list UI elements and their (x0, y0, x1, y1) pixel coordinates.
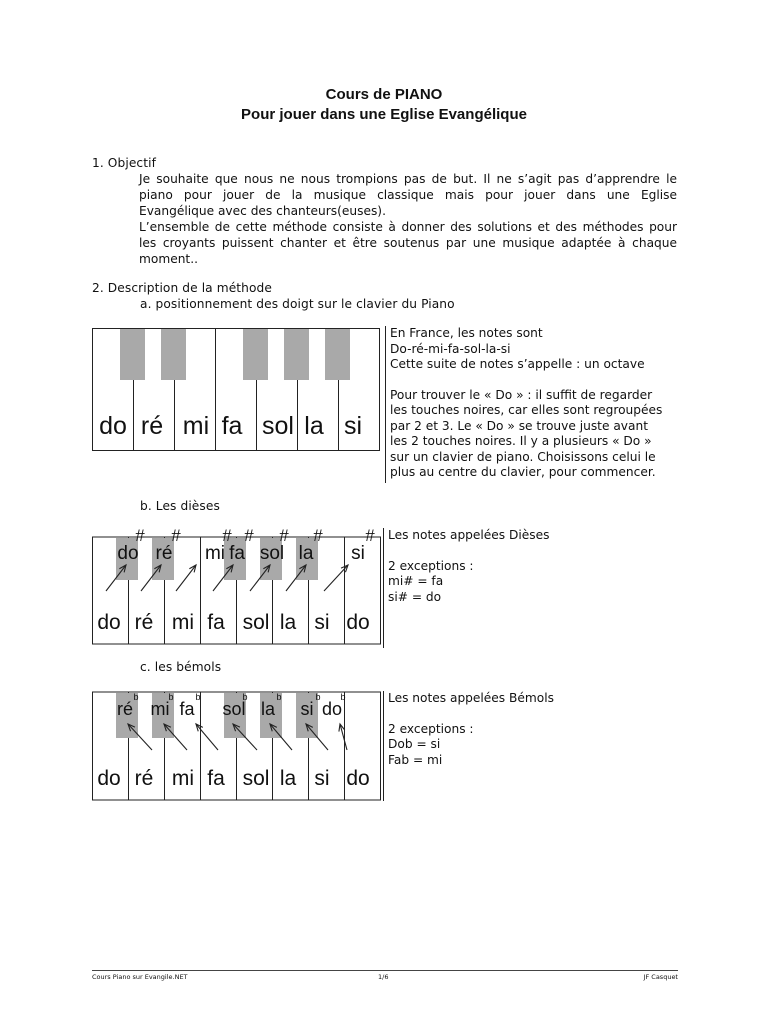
panel-line: les touches noires, car elles sont regroupées (390, 403, 663, 417)
key-label-do: do (346, 611, 370, 634)
section1-heading: 1. Objectif (92, 156, 156, 170)
doc-title-line1: Cours de PIANO (325, 86, 443, 103)
sharp-symbol: # (244, 526, 254, 545)
sharp-symbol: # (171, 526, 181, 545)
panel-line: Cette suite de notes s’appelle : un octave (390, 357, 645, 371)
keyboard-a (92, 328, 384, 452)
sharp-label-sol: sol (259, 543, 285, 564)
sharp-symbol: # (135, 526, 145, 545)
key-label-la: la (279, 767, 297, 790)
black-key-4 (325, 329, 350, 380)
footer-page-number: 1/6 (378, 973, 389, 981)
keyboard-sharps (92, 525, 380, 645)
flat-symbol: b (340, 692, 346, 702)
flat-label-fa: fa (179, 699, 195, 719)
panel-line: 2 exceptions : (388, 558, 474, 573)
black-key-2 (243, 329, 268, 380)
panel-line: 2 exceptions : (388, 721, 474, 736)
key-label-ré: ré (134, 611, 154, 634)
panel-line (388, 544, 550, 559)
subsection-a-heading: a. positionnement des doigt sur le clavier du Piano (140, 297, 455, 311)
keyboard-a-explanation (385, 326, 662, 483)
keyboard-sharps-explanation (383, 528, 550, 648)
flat-symbol: b (276, 692, 282, 702)
sharp-label-ré: ré (155, 543, 173, 564)
flat-label-sol: sol (222, 699, 246, 719)
key-label-sol: sol (242, 611, 270, 634)
key-label-do: do (346, 767, 370, 790)
sharp-label-si: si (351, 543, 365, 564)
sharp-label-la: la (298, 543, 314, 564)
section1-line: L’ensemble de cette méthode consiste à donner des solutions et des méthodes pour (139, 220, 677, 234)
subsection-c-heading: c. les bémols (140, 660, 222, 674)
sharp-symbol: # (279, 526, 289, 545)
key-label-fa: fa (207, 611, 225, 634)
footer-left: Cours Piano sur Evangile.NET (92, 973, 188, 981)
key-label-do: do (99, 412, 127, 440)
panel-line: sur un clavier de piano. Choisissons celui le (390, 449, 656, 464)
black-key-3 (284, 329, 309, 380)
key-label-si: si (314, 611, 330, 634)
sharp-symbol: # (313, 526, 323, 545)
panel-line: Pour trouver le « Do » : il suffit de regarder (390, 387, 653, 402)
flat-symbol: b (168, 692, 174, 702)
key-label-fa: fa (207, 767, 225, 790)
key-label-mi: mi (171, 767, 195, 790)
key-label-mi: mi (182, 412, 210, 440)
sharp-label-do: do (117, 543, 139, 564)
key-label-do: do (97, 611, 121, 634)
doc-title-line2: Pour jouer dans une Eglise Evangélique (241, 106, 527, 123)
flat-label-si: si (300, 699, 314, 719)
sharp-label-fa: fa (229, 543, 245, 564)
panel-line: Dob = si (388, 737, 441, 751)
section1-line: Evangélique avec des chanteurs(euses). (139, 204, 386, 218)
flat-label-do: do (321, 699, 343, 719)
flat-symbol: b (315, 692, 321, 702)
sharp-symbol: # (222, 526, 232, 545)
panel-line: mi# = fa (388, 574, 444, 588)
section1-line: piano pour jouer de la musique classique mais pour jouer dans une Eglise (139, 188, 677, 202)
sharp-label-mi: mi (204, 543, 226, 564)
flat-label-ré: ré (116, 699, 134, 719)
panel-line: En France, les notes sont (390, 326, 543, 340)
flat-symbol: b (195, 692, 201, 702)
key-label-mi: mi (171, 611, 195, 634)
black-key-0 (120, 329, 145, 380)
subsection-b-heading: b. Les dièses (140, 499, 220, 513)
panel-line: si# = do (388, 589, 442, 604)
key-label-si: si (314, 767, 330, 790)
panel-line: Do-ré-mi-fa-sol-la-si (390, 341, 511, 356)
panel-line: par 2 et 3. Le « Do » se trouve juste avant (390, 418, 648, 433)
flat-symbol: b (242, 692, 248, 702)
keyboard-flats-explanation (383, 691, 554, 801)
key-label-do: do (97, 767, 121, 790)
keyboard-flats (92, 690, 380, 802)
section1-line: les croyants puissent chanter et être soutenus par une musique adaptée à chaque (139, 236, 677, 250)
panel-line: Les notes appelées Dièses (388, 528, 550, 542)
key-label-la: la (279, 611, 297, 634)
panel-line: les 2 touches noires. Il y a plusieurs « Do » (390, 434, 652, 448)
section1-line: moment.. (139, 252, 198, 266)
key-label-si: si (343, 412, 363, 440)
panel-line: Les notes appelées Bémols (388, 691, 554, 705)
sharp-symbol: # (365, 526, 375, 545)
flat-label-la: la (260, 699, 276, 719)
key-label-ré: ré (134, 767, 154, 790)
panel-line (390, 373, 662, 388)
panel-line: plus au centre du clavier, pour commencer. (390, 465, 656, 479)
section1-line: Je souhaite que nous ne nous trompions pas de but. Il ne s’agit pas d’apprendre le (139, 172, 677, 186)
footer-right: JF Casquet (643, 973, 678, 981)
key-label-ré: ré (140, 412, 164, 440)
section2-heading: 2. Description de la méthode (92, 281, 272, 295)
panel-line (388, 707, 554, 722)
black-key-1 (161, 329, 186, 380)
page-footer (92, 970, 678, 981)
key-label-sol: sol (262, 412, 294, 440)
key-label-la: la (304, 412, 324, 440)
panel-line: Fab = mi (388, 752, 443, 767)
key-label-fa: fa (221, 412, 243, 440)
flat-label-mi: mi (150, 699, 170, 719)
flat-symbol: b (133, 692, 139, 702)
key-label-sol: sol (242, 767, 270, 790)
